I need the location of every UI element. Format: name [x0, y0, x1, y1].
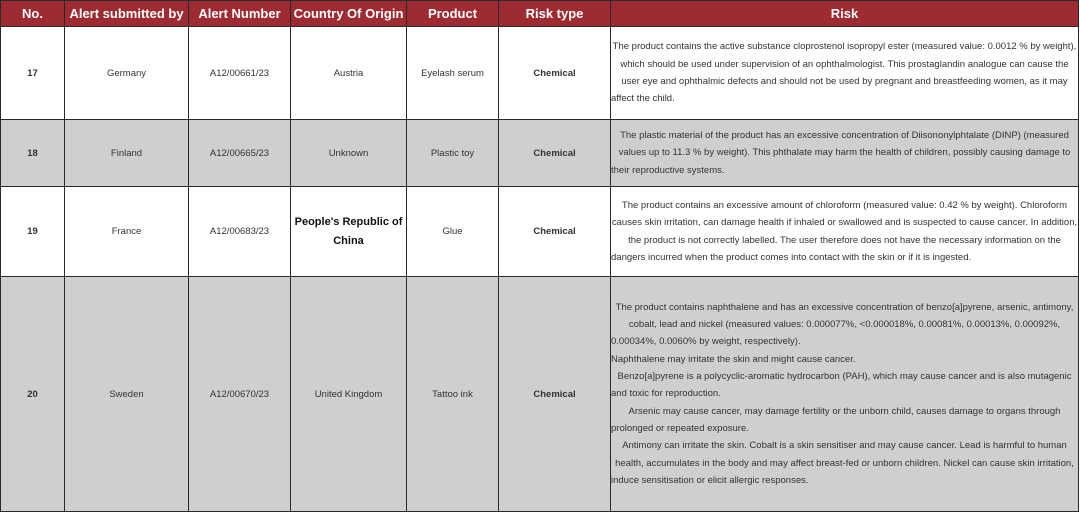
- cell-risk-type: Chemical: [499, 27, 611, 120]
- cell-alert-number: A12/00683/23: [189, 187, 291, 277]
- cell-submitted-by: France: [65, 187, 189, 277]
- cell-country-of-origin: Unknown: [291, 120, 407, 187]
- cell-risk-type: Chemical: [499, 187, 611, 277]
- cell-risk: [611, 120, 1079, 187]
- header-country-of-origin: Country Of Origin: [291, 1, 407, 27]
- cell-no: 19: [1, 187, 65, 277]
- cell-submitted-by: Germany: [65, 27, 189, 120]
- cell-alert-number: A12/00661/23: [189, 27, 291, 120]
- cell-product: Tattoo ink: [407, 277, 499, 512]
- header-product: Product: [407, 1, 499, 27]
- cell-country-of-origin: People's Republic of China: [291, 187, 407, 277]
- cell-no: 18: [1, 120, 65, 187]
- risk-paragraph: Arsenic may cause cancer, may damage fertility or the unborn child, causes damage to organs through prolonged or repeated exposure.: [611, 405, 1061, 434]
- risk-paragraph: The product contains the active substance cloprostenol isopropyl ester (measured value: 0.0012 % by weight), which should be used under supervision of an ophthalmologist. This prostaglandin analogue can cause the user eye and ophthalmic defects and should not be used by pregnant and breastfeeding women, as it may affect the child.: [611, 41, 1077, 105]
- cell-risk-type: Chemical: [499, 120, 611, 187]
- cell-no: 20: [1, 277, 65, 512]
- cell-country-of-origin: United Kingdom: [291, 277, 407, 512]
- header-no: No.: [1, 1, 65, 27]
- header-row: [1, 1, 1079, 27]
- risk-paragraph: The product contains naphthalene and has an excessive concentration of benzo[a]pyrene, arsenic, antimony, cobalt, lead and nickel (measured values: 0.000077%, <0.000018%, 0.00081%, 0.00013%, 0.00092%, 0.00034%, 0.0060% by weight, respectively).: [611, 301, 1074, 348]
- header-risk-type: Risk type: [499, 1, 611, 27]
- header-alert-number: Alert Number: [189, 1, 291, 27]
- risk-paragraph: Naphthalene may irritate the skin and might cause cancer.: [611, 353, 856, 365]
- cell-submitted-by: Sweden: [65, 277, 189, 512]
- cell-risk: [611, 277, 1079, 512]
- cell-no: 17: [1, 27, 65, 120]
- risk-paragraph: The plastic material of the product has an excessive concentration of Diisononylphtalate (DINP) (measured values up to 11.3 % by weight). This phthalate may harm the health of children, possibly causing damage to their reproductive systems.: [611, 130, 1071, 176]
- table-row: [1, 187, 1079, 277]
- table-row: [1, 27, 1079, 120]
- cell-product: Plastic toy: [407, 120, 499, 187]
- table-row: [1, 277, 1079, 512]
- cell-risk: [611, 27, 1079, 120]
- risk-paragraph: Benzo[a]pyrene is a polycyclic-aromatic hydrocarbon (PAH), which may cause cancer and is also mutagenic and toxic for reproduction.: [611, 371, 1072, 400]
- cell-submitted-by: Finland: [65, 120, 189, 187]
- risk-paragraph: Antimony can irritate the skin. Cobalt is a skin sensitiser and may cause cancer. Lead is harmful to human health, accumulates in the body and may affect breast-fed or unborn children. Nickel can cause skin irritation, induce sensitisation or elicit allergic responses.: [611, 440, 1074, 486]
- header-risk: Risk: [611, 1, 1079, 27]
- header-submitted-by: Alert submitted by: [65, 1, 189, 27]
- cell-alert-number: A12/00670/23: [189, 277, 291, 512]
- cell-product: Eyelash serum: [407, 27, 499, 120]
- cell-risk-type: Chemical: [499, 277, 611, 512]
- cell-country-of-origin: Austria: [291, 27, 407, 120]
- table-row: [1, 120, 1079, 187]
- cell-alert-number: A12/00665/23: [189, 120, 291, 187]
- cell-risk: [611, 187, 1079, 277]
- cell-product: Glue: [407, 187, 499, 277]
- risk-paragraph: The product contains an excessive amount of chloroform (measured value: 0.42 % by weight). Chloroform causes skin irritation, can damage health if inhaled or swallowed and is suspected to cause cancer. In addition, the product is not correctly labelled. The user therefore does not have the necessary information on the dangers incurred when the product comes into contact with the skin or if it is ingested.: [611, 199, 1078, 263]
